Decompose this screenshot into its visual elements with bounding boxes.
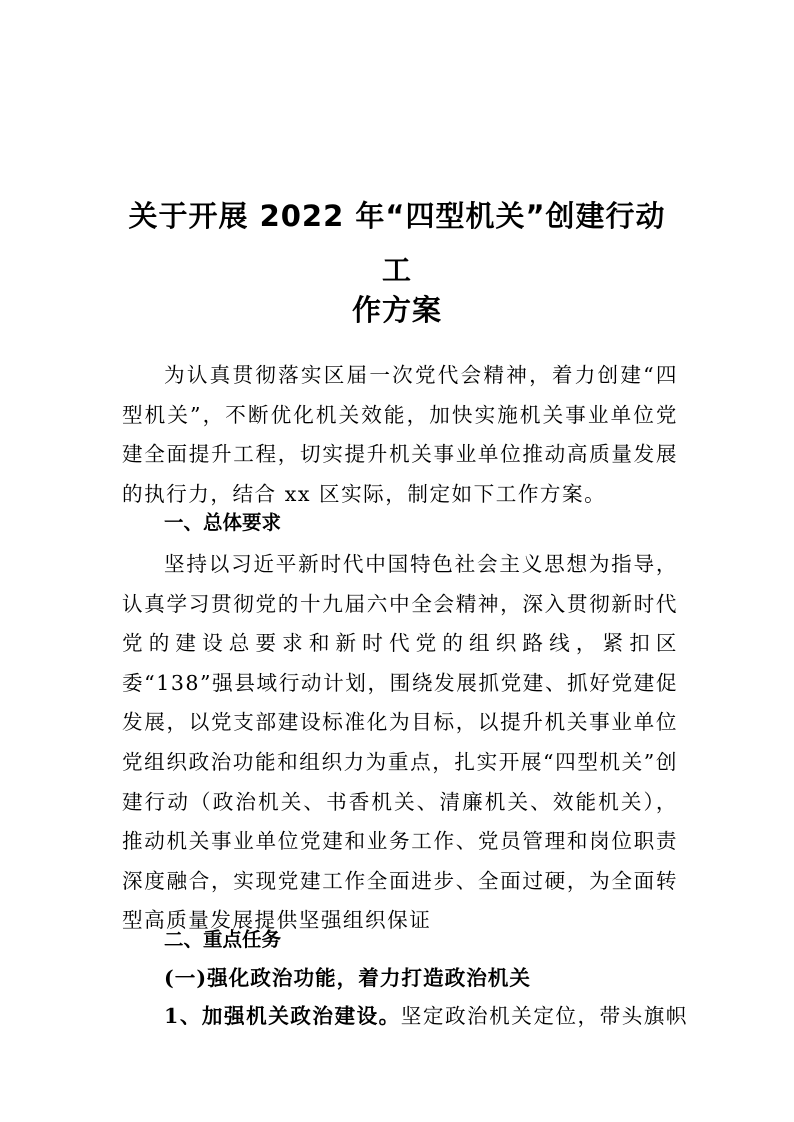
intro-paragraph: 为认真贯彻落实区届一次党代会精神，着力创建“四型机关”，不断优化机关效能，加快实施机关事业单位党建全面提升工程，切实提升机关事业单位推动高质量发展的执行力，结合 xx 区实际，制定如下工作方案。 bbox=[122, 363, 678, 506]
task-item-1-lead: 1、加强机关政治建设。 bbox=[164, 1004, 401, 1028]
subsection-heading-political-function: (一)强化政治功能，着力打造政治机关 bbox=[164, 966, 531, 990]
document-title-line-2: 工 bbox=[381, 253, 412, 287]
task-item-1 bbox=[164, 998, 688, 1034]
task-item-1-text: 坚定政治机关定位，带头旗帜 bbox=[400, 1004, 688, 1028]
section-heading-general-requirements: 一、总体要求 bbox=[164, 511, 282, 534]
section-heading-key-tasks: 二、重点任务 bbox=[164, 928, 282, 951]
general-requirements-paragraph: 坚持以习近平新时代中国特色社会主义思想为指导，认真学习贯彻党的十九届六中全会精神，深入贯彻新时代党的建设总要求和新时代党的组织路线，紧扣区委“138”强县域行动计划，围绕发展抓党建、抓好党建促发展，以党支部建设标准化为目标，以提升机关事业单位党组织政治功能和组织力为重点，扎实开展“四型机关”创建行动（政治机关、书香机关、清廉机关、效能机关），推动机关事业单位党建和业务工作、党员管理和岗位职责深度融合，实现党建工作全面进步、全面过硬，为全面转型高质量发展提供坚强组织保证 bbox=[122, 552, 678, 933]
document-title-line-3: 作方案 bbox=[351, 293, 442, 327]
document-title-line-1: 关于开展 2022 年“四型机关”创建行动 bbox=[128, 199, 666, 233]
